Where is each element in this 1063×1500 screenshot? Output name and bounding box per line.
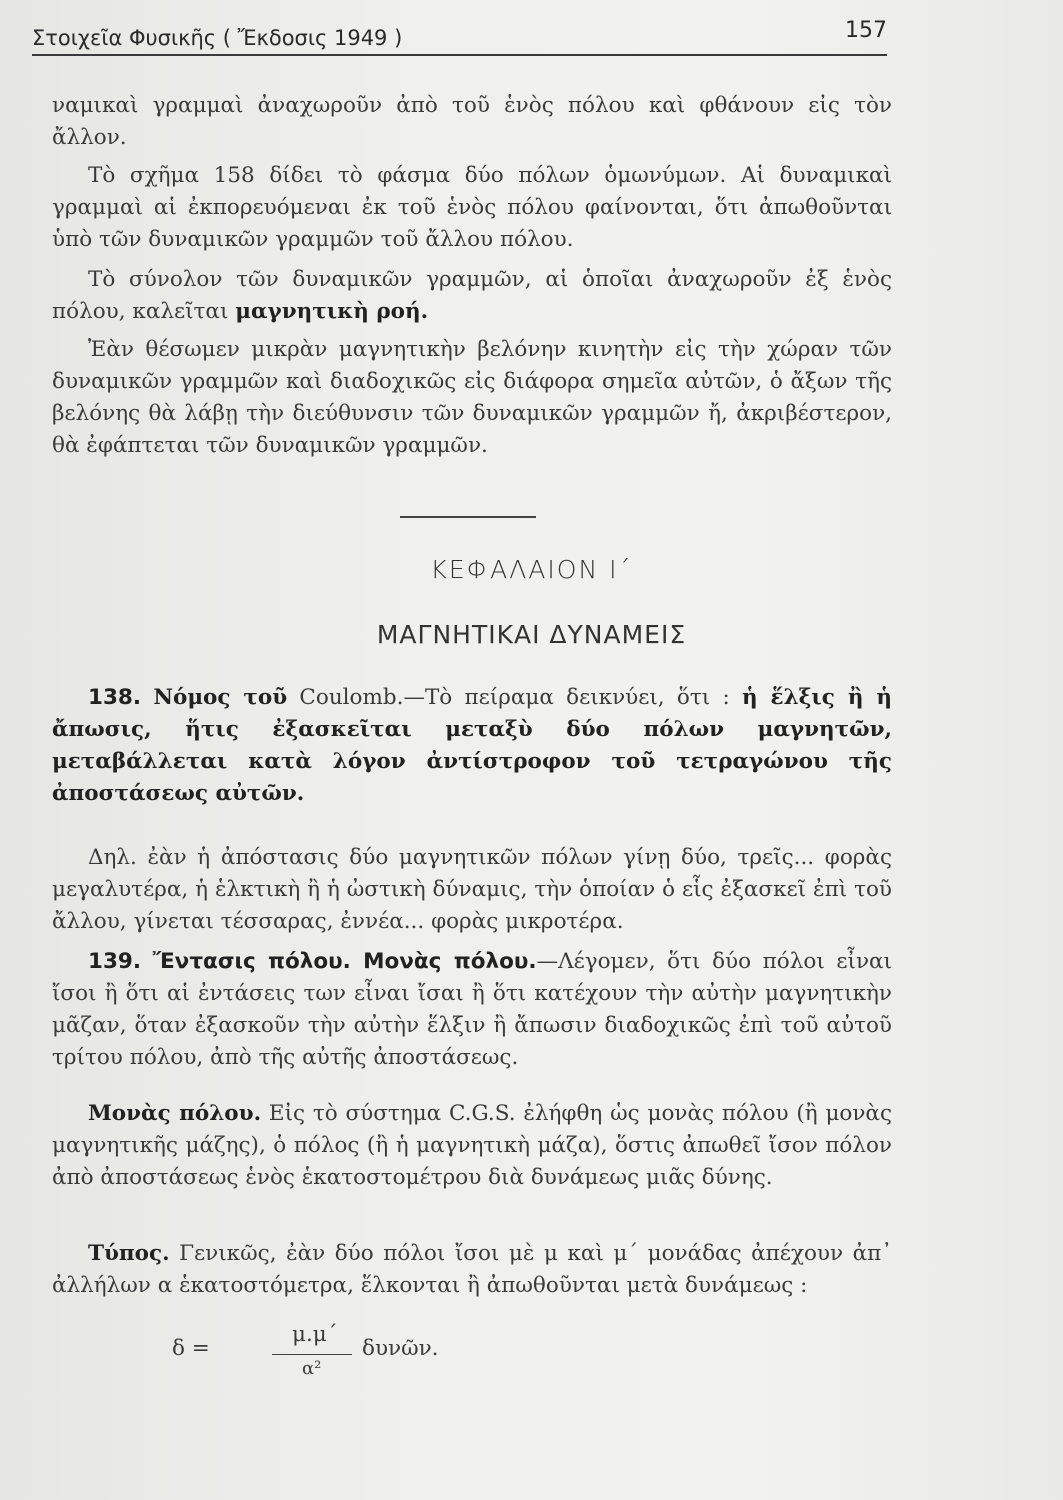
- formula-heading: Τύπος.: [88, 1241, 170, 1266]
- unit-pole-paragraph: [52, 1098, 892, 1194]
- formula-denominator: α²: [302, 1358, 322, 1379]
- formula-text: Γενικῶς, ἐὰν δύο πόλοι ἴσοι μὲ μ καὶ μ΄ μονάδας ἀπέχουν ἀπ᾽ ἀλλήλων α ἑκατοστόμετρα, ἕλκονται ἢ ἀπωθοῦνται μετὰ δυνάμεως :: [52, 1241, 892, 1298]
- section-139-text: —Λέγομεν, ὅτι δύο πόλοι εἶναι ἴσοι ἢ ὅτι αἱ ἐντάσεις των εἶναι ἴσαι ἢ ὅτι κατέχουν τὴν αὐτὴν μαγνητικὴν μᾶζαν, ὅταν ἐξασκοῦν τὴν αὐτὴν ἕλξιν ἢ ἄπωσιν διαδοχικῶς ἐπὶ τοῦ αὐτοῦ τρίτου πόλου, ἀπὸ τῆς αὐτῆς ἀποστάσεως.: [52, 949, 892, 1070]
- section-138-number: 138.: [88, 685, 142, 710]
- unit-pole-heading: Μονὰς πόλου.: [88, 1101, 262, 1126]
- magnetic-flux-term: μαγνητικὴ ροή.: [235, 299, 429, 324]
- coulomb-law-statement: ἡ ἕλξις ἢ ἡ ἄπωσις, ἥτις ἐξασκεῖται μεταξὺ δύο πόλων μαγνητῶν, μεταβάλλεται κατὰ λόγον ἀντίστροφον τοῦ τετραγώνου τῆς ἀποστάσεως αὐτῶν.: [52, 685, 892, 806]
- paragraph-1: ναμικαὶ γραμμαὶ ἀναχωροῦν ἀπὸ τοῦ ἑνὸς πόλου καὶ φθάνουν εἰς τὸν ἄλλον.: [52, 93, 892, 150]
- running-header: [32, 18, 887, 56]
- section-separator: [400, 516, 536, 518]
- paragraph-2: Τὸ σχῆμα 158 δίδει τὸ φάσμα δύο πόλων ὁμωνύμων. Αἱ δυναμικαὶ γραμμαὶ αἱ ἐκπορευόμεναι ἐκ τοῦ ἑνὸς πόλου φαίνονται, ὅτι ἀπωθοῦνται ὑπὸ τῶν δυναμικῶν γραμμῶν τοῦ ἄλλου πόλου.: [52, 163, 892, 252]
- formula-paragraph: [52, 1238, 892, 1302]
- chapter-label: ΚΕΦΑΛΑΙΟΝ Ι΄: [430, 555, 633, 584]
- section-139-number: 139.: [88, 949, 142, 974]
- formula-lhs: δ =: [172, 1336, 210, 1361]
- section-138-name: Coulomb.: [299, 685, 404, 710]
- formula-numerator: μ.μ΄: [292, 1322, 338, 1347]
- paragraph-4: Ἐὰν θέσωμεν μικρὰν μαγνητικὴν βελόνην κινητὴν εἰς τὴν χώραν τῶν δυναμικῶν γραμμῶν καὶ διαδοχικῶς εἰς διάφορα σημεῖα αὐτῶν, ὁ ἄξων τῆς βελόνης θὰ λάβῃ τὴν διεύθυνσιν τῶν δυναμικῶν γραμμῶν ἤ, ἀκριβέστερον, θὰ ἐφάπτεται τῶν δυναμικῶν γραμμῶν.: [52, 337, 892, 458]
- page-number: 157: [845, 18, 887, 43]
- header-title: Στοιχεῖα Φυσικῆς ( Ἔκδοσις 1949 ): [32, 26, 403, 50]
- chapter-title: ΜΑΓΝΗΤΙΚΑΙ ΔΥΝΑΜΕΙΣ: [376, 620, 687, 649]
- unit-pole-text: Εἰς τὸ σύστημα C.G.S. ἐλήφθη ὡς μονὰς πόλου (ἢ μονὰς μαγνητικῆς μάζης), ὁ πόλος (ἢ ἡ μαγνητικὴ μάζα), ὅστις ἀπωθεῖ ἴσον πόλον ἀπὸ ἀποστάσεως ἑνὸς ἑκατοστομέτρου διὰ δυνάμεως μιᾶς δύνης.: [52, 1101, 892, 1190]
- formula-unit: δυνῶν.: [362, 1336, 439, 1361]
- section-138-intro: —Τὸ πείραμα δεικνύει, ὅτι :: [403, 685, 730, 710]
- section-138: [52, 682, 892, 810]
- section-139: [52, 946, 892, 1074]
- paragraph-3: [52, 264, 892, 328]
- coulomb-formula: [52, 1322, 652, 1382]
- section-138-example: Δηλ. ἐὰν ἡ ἀπόστασις δύο μαγνητικῶν πόλων γίνῃ δύο, τρεῖς... φορὰς μεγαλυτέρα, ἡ ἑλκτικὴ ἢ ἡ ὠστικὴ δύναμις, τὴν ὁποίαν ὁ εἷς ἐξασκεῖ ἐπὶ τοῦ ἄλλου, γίνεται τέσσαρας, ἐννέα... φορὰς μικροτέρα.: [52, 845, 892, 934]
- section-138-heading: Νόμος τοῦ: [153, 685, 288, 710]
- paragraph-3-text: Τὸ σύνολον τῶν δυναμικῶν γραμμῶν, αἱ ὁποῖαι ἀναχωροῦν ἐξ ἑνὸς πόλου, καλεῖται: [52, 267, 892, 324]
- fraction-bar: [272, 1354, 352, 1355]
- section-139-heading: Ἔντασις πόλου. Μονὰς πόλου.: [152, 949, 537, 974]
